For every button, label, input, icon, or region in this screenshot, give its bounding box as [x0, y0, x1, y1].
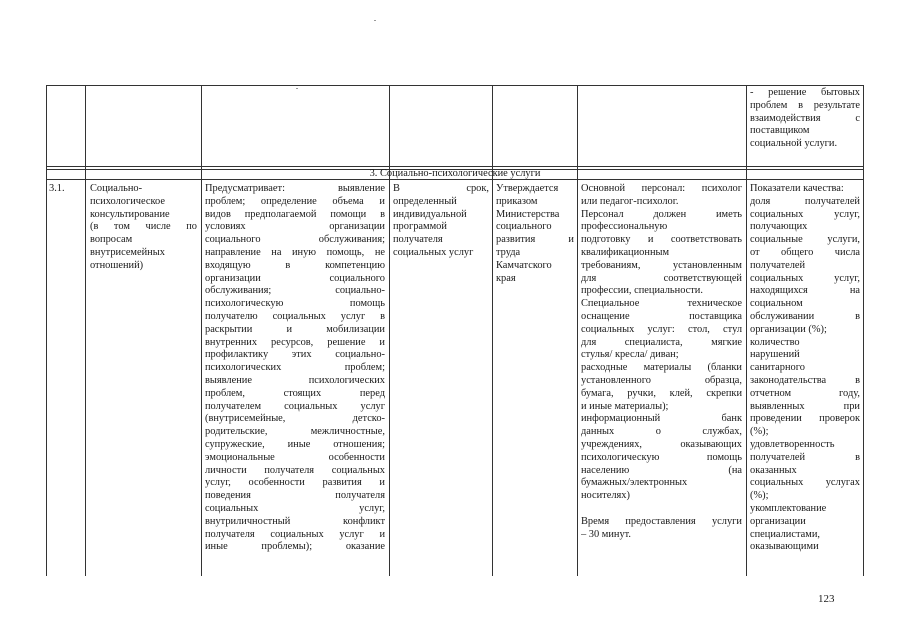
text-line: Специальное техническое	[581, 298, 742, 310]
service-term-cell	[393, 183, 489, 260]
text-line: входящую в компетенцию	[205, 259, 385, 271]
text-line: специалистами,	[750, 528, 820, 540]
text-line: бумага, ручки, клей, скрепки	[581, 387, 742, 399]
text-line: носителях)	[581, 490, 630, 502]
text-line: организации	[750, 515, 806, 527]
text-line: отношений)	[90, 259, 144, 271]
text-line: Камчатского	[496, 259, 552, 271]
text-line: получателю социальных услуг в	[205, 310, 385, 322]
text-line: для соответствующей	[581, 272, 742, 284]
column-divider	[746, 85, 747, 576]
text-line: нарушений	[750, 349, 800, 361]
text-line: (в том числе по	[90, 221, 197, 233]
text-line: внутрисемейных	[90, 246, 165, 258]
text-line: получателей в	[750, 451, 860, 463]
text-line: психологическую помощь	[205, 298, 385, 310]
text-line: Персонал должен иметь	[581, 208, 742, 220]
text-line: профессиональную	[581, 221, 668, 233]
text-line: социальных услуг,	[750, 208, 860, 220]
service-name-cell	[90, 183, 197, 273]
service-conditions-cell	[581, 183, 742, 541]
text-line: Социально-	[90, 183, 143, 194]
text-line: взаимодействия с	[750, 112, 860, 124]
text-line: эмоциональные особенности	[205, 451, 385, 463]
text-line: бумажных/электронных	[581, 477, 688, 489]
text-line: поведения получателя	[205, 490, 385, 502]
text-line: профилактику этих социально-	[205, 349, 385, 361]
text-line: обслуживании в	[750, 310, 860, 322]
column-divider	[389, 85, 390, 576]
text-line: находящихся на	[750, 285, 860, 297]
text-line: для специалиста, мягкие	[581, 336, 742, 348]
text-line: профессии, специальности.	[581, 285, 703, 297]
text-line: консультирование	[90, 208, 170, 220]
row-divider	[46, 179, 864, 180]
text-line: социальных услуг	[393, 246, 474, 258]
text-line: Предусматривает: выявление	[205, 183, 385, 194]
text-line: расходные материалы (бланки	[581, 362, 742, 374]
text-line: получающих	[750, 221, 808, 233]
text-line: данных о службах,	[581, 426, 742, 438]
text-line: оснащение поставщика	[581, 310, 742, 322]
text-line: Утверждается	[496, 183, 559, 194]
text-line: оказанных	[750, 464, 797, 476]
text-line: санитарного	[750, 362, 805, 374]
text-line: оказывающими	[750, 541, 819, 553]
table-border-left	[46, 85, 47, 576]
text-line: программой	[393, 221, 447, 233]
text-line: Показатели качества:	[750, 183, 844, 194]
text-line: проблем в результате	[750, 99, 860, 111]
text-line: Министерства	[496, 208, 560, 220]
text-line: иные проблемы); оказание	[205, 541, 385, 553]
text-line: от общего числа	[750, 246, 860, 258]
service-content-cell	[205, 183, 385, 554]
text-line: социальных услугах	[750, 477, 860, 489]
text-line: психологических проблем;	[205, 362, 385, 374]
text-line: внутриличностный конфликт	[205, 515, 385, 527]
tariff-approval-cell	[496, 183, 574, 285]
text-line: обслуживания; социально-	[205, 285, 385, 297]
text-line: проблем; определение объема и	[205, 195, 385, 207]
text-line: получателя	[393, 234, 443, 246]
text-line: супружеские, иные отношения;	[205, 438, 385, 450]
text-line: социальной услуги.	[750, 138, 838, 150]
text-line: (внутрисемейные, детско-	[205, 413, 385, 425]
text-line	[581, 503, 742, 516]
text-line: получателем социальных услуг	[205, 400, 385, 412]
text-line: личности получателя социальных	[205, 464, 385, 476]
text-line: вопросам	[90, 234, 133, 246]
text-line: выявленных при	[750, 400, 860, 412]
text-line: поставщиком	[750, 125, 810, 137]
text-line: родительские, межличностные,	[205, 426, 385, 438]
section-title: 3. Социально-психологические услуги	[369, 168, 541, 179]
text-line: социальных услуг,	[750, 272, 860, 284]
text-line: определенный	[393, 195, 457, 207]
text-line: и иные материалы);	[581, 400, 669, 412]
text-line: доля получателей	[750, 195, 860, 207]
text-line: психологическую помощь	[581, 451, 742, 463]
text-line: индивидуальной	[393, 208, 467, 220]
text-line: или педагог-психолог.	[581, 195, 679, 207]
text-line: проведении проверок	[750, 413, 860, 425]
text-line: выявление психологических	[205, 374, 385, 386]
text-line: труда	[496, 246, 521, 258]
quality-indicators-cell	[750, 183, 860, 554]
text-line: организации (%);	[750, 323, 827, 335]
text-line: социальные услуги,	[750, 234, 860, 246]
stray-mark	[374, 20, 376, 21]
text-line: укомплектование	[750, 502, 827, 514]
text-line: психологическое	[90, 195, 165, 207]
text-line: получателей	[750, 259, 806, 271]
text-line: (%);	[750, 426, 769, 438]
text-line: информационный банк	[581, 413, 742, 425]
table-border-top	[46, 85, 864, 86]
text-line: - решение бытовых	[750, 87, 860, 98]
text-line: социальном	[750, 298, 803, 310]
text-line: развития и	[496, 234, 574, 246]
column-divider	[492, 85, 493, 576]
text-line: внутренних ресурсов, решение и	[205, 336, 385, 348]
text-line: требованиям, установленным	[581, 259, 742, 271]
text-line: проблем, стоящих перед	[205, 387, 385, 399]
row-divider	[46, 166, 864, 167]
text-line: В срок,	[393, 183, 489, 194]
text-line: раскрытии и мобилизации	[205, 323, 385, 335]
text-line: социального обслуживания;	[205, 234, 385, 246]
text-line: количество	[750, 336, 800, 348]
services-table	[46, 85, 864, 576]
text-line: стулья/ кресла/ диван;	[581, 349, 679, 361]
text-line: установленного образца,	[581, 374, 742, 386]
row-number: 3.1.	[49, 183, 65, 194]
text-line: (%);	[750, 490, 769, 502]
column-divider	[85, 85, 86, 576]
text-line: края	[496, 272, 516, 284]
text-line: направление на иную помощь, не	[205, 246, 385, 258]
column-divider	[577, 85, 578, 576]
text-line: квалификационным	[581, 246, 670, 258]
text-line: учреждениях, оказывающих	[581, 438, 742, 450]
table-border-right	[863, 85, 864, 576]
text-line: видов предполагаемой помощи в	[205, 208, 385, 220]
text-line: получателя социальных услуг и	[205, 528, 385, 540]
text-line: условиях организации	[205, 221, 385, 233]
text-line: Время предоставления услуги	[581, 515, 742, 527]
text-line: социальных услуг: стол, стул	[581, 323, 742, 335]
text-line: – 30 минут.	[581, 528, 632, 540]
column-divider	[201, 85, 202, 576]
text-line: отчетном году,	[750, 387, 860, 399]
text-line: населению (на	[581, 464, 742, 476]
text-line: услуг, особенности развития и	[205, 477, 385, 489]
text-line: социальных услуг,	[205, 502, 385, 514]
page-number: 123	[818, 593, 835, 605]
text-line: приказом	[496, 195, 538, 207]
top-row-indicators-cell	[750, 87, 860, 151]
text-line: социального	[496, 221, 552, 233]
text-line: Основной персонал: психолог	[581, 183, 742, 194]
text-line: удовлетворенность	[750, 438, 835, 450]
text-line: законодательства в	[750, 374, 860, 386]
text-line: организации социального	[205, 272, 385, 284]
text-line: подготовку и соответствовать	[581, 234, 742, 246]
